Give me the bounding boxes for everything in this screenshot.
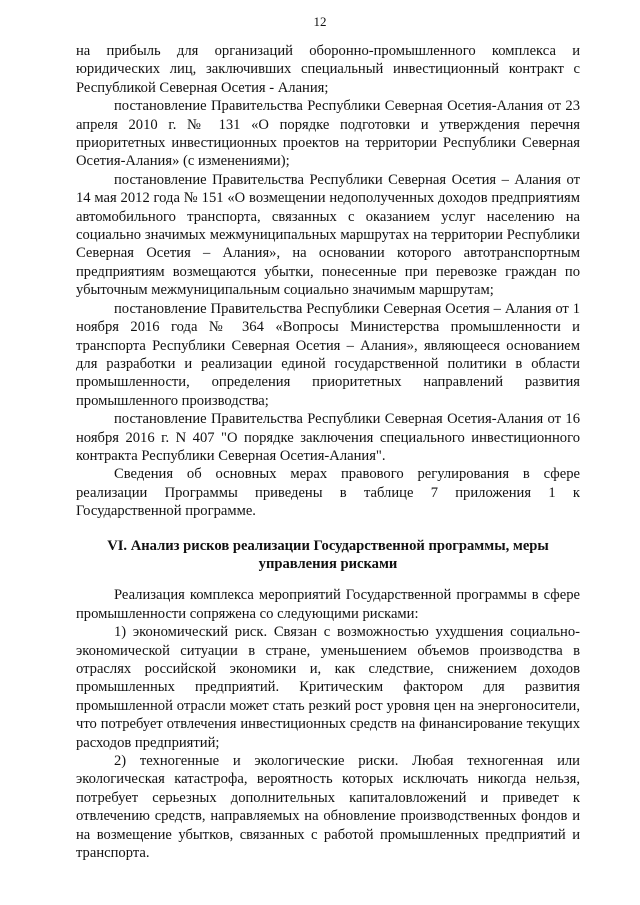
paragraph-resolution-151: постановление Правительства Республики Северная Осетия – Алания от 14 мая 2012 года № 151 «О возмещении недополученных доходов предприятиям автомобильного транспорта, связанных с оказанием услуг населению на социально значимых межмуниципальных маршрутах на территории Республики Северная Осетия – Алания», на основании которого автотранспортным предприятиям возмещаются убытки, понесенные при перевозке граждан по убыточным межмуниципальным социально значимым маршрутам;	[76, 171, 580, 299]
paragraph-technogenic-risk: 2) техногенные и экологические риски. Любая техногенная или экологическая катастрофа, вероятность которых исключать никогда нельзя, потребует серьезных дополнительных капиталовложений и приведет к отвлечению средств, направляемых на обновление производственных фондов и на возмещение убытков, связанных с работой промышленных предприятий и транспорта.	[76, 753, 580, 862]
paragraph-risks-intro: Реализация комплекса мероприятий Государственной программы в сфере промышленности сопряжена со следующими рисками:	[76, 587, 580, 622]
paragraph-resolution-364: постановление Правительства Республики Северная Осетия – Алания от 1 ноября 2016 года № 364 «Вопросы Министерства промышленности и транспорта Республики Северная Осетия – Алания», являющееся основанием для разработки и реализации единой государственной политики в области промышленности, определения приоритетных направлений развития промышленного производства;	[76, 300, 580, 409]
paragraph-resolution-407: постановление Правительства Республики Северная Осетия-Алания от 16 ноября 2016 г. N 407 "О порядке заключения специального инвестиционного контракта Республики Северная Осетия-Алания".	[76, 411, 580, 464]
paragraph-legal-regulation-summary: Сведения об основных мерах правового регулирования в сфере реализации Программы приведены в таблице 7 приложения 1 к Государственной программе.	[76, 466, 580, 520]
page-number: 12	[313, 14, 327, 29]
paragraph-resolution-131: постановление Правительства Республики Северная Осетия-Алания от 23 апреля 2010 г. № 131 «О порядке подготовки и утверждения перечня приоритетных инвестиционных проектов на территории Республики Северная Осетия-Алания» (с изменениями);	[76, 98, 580, 170]
paragraph-economic-risk: 1) экономический риск. Связан с возможностью ухудшения социально-экономической ситуации в стране, уменьшением объемов производства в отраслях российской экономики и, как следствие, снижением доходов промышленных предприятий. Критическим фактором для развития промышленной отрасли может стать резкий рост уровня цен на энергоносители, что потребует отвлечения инвестиционных средств на финансирование текущих расходов предприятий;	[76, 624, 580, 751]
section-heading: VI. Анализ рисков реализации Государственной программы, меры управления рисками	[107, 537, 549, 572]
paragraph-continuation: на прибыль для организаций оборонно-промышленного комплекса и юридических лиц, заключивших специальный инвестиционный контракт с Республикой Северная Осетия - Алания;	[76, 43, 580, 96]
document-body	[76, 42, 580, 862]
